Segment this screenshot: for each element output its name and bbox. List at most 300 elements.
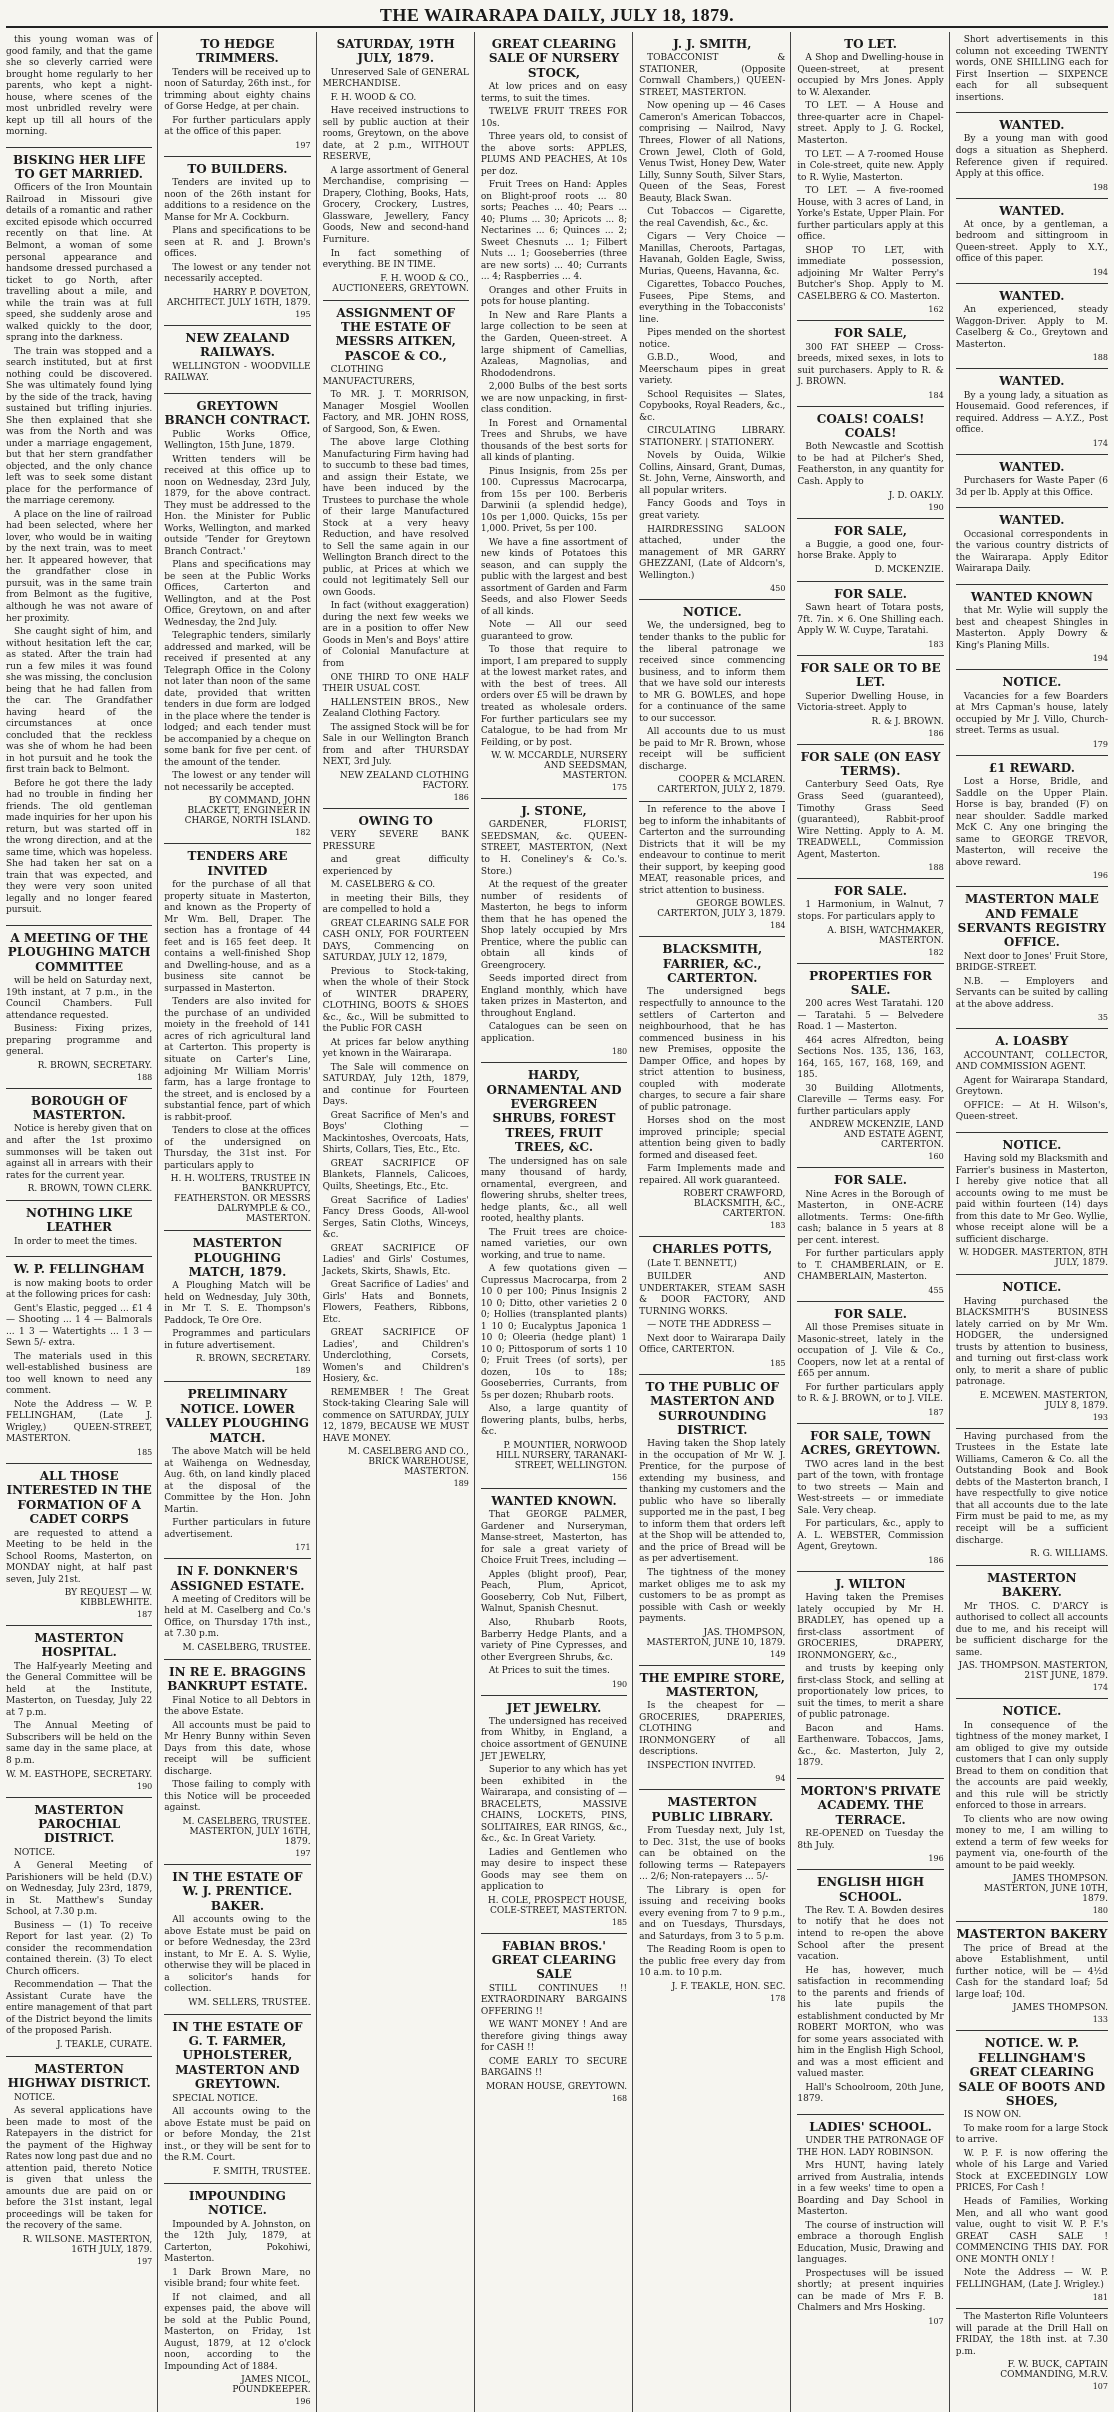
advertisement-body (164, 1696, 310, 1815)
advertisement-body (956, 606, 1108, 652)
advertisement-title: GREYTOWN BRANCH CONTRACT. (164, 398, 311, 428)
advertisement-title: FOR SALE. (834, 1173, 907, 1188)
advertisement-signature: BY REQUEST — W. KIBBLEWHITE. (64, 1588, 153, 1609)
advertisement (6, 1089, 152, 1201)
advertisement (797, 2115, 943, 2332)
advertisement-signature: JAMES THOMPSON. (1012, 2003, 1108, 2014)
advertisement-body (797, 343, 943, 389)
advertisement-number: 178 (770, 1993, 786, 2003)
advertisement-signature: J. D. OAKLY. (888, 490, 944, 501)
advertisement-title: JET JEWELRY. (506, 1700, 602, 1715)
column-1 (6, 32, 158, 2412)
advertisement-title: TENDERS ARE INVITED (187, 849, 288, 878)
advertisement-body (956, 2312, 1108, 2358)
advertisement-paragraph: At once, by a gentleman, a bedroom and sittingroom in Queen-street. Apply to X.Y., office of this paper. (955, 219, 1108, 265)
advertisement-title: £1 REWARD. (988, 760, 1075, 775)
advertisement-body (6, 1848, 152, 2038)
advertisement-paragraph: Business — (1) To receive Report for last year. (2) To consider the recommendation contained therein. (3) To elect Church officers. (6, 1920, 153, 1977)
advertisement-paragraph: For particulars, &c., apply to A. L. WEBSTER, Commission Agent, Greytown. (797, 1519, 944, 1553)
advertisement-title: WANTED. (999, 203, 1065, 218)
advertisement-title: IN RE E. BRAGGINS BANKRUPT ESTATE. (167, 1664, 308, 1694)
advertisement-paragraph: WE WANT MONEY ! And are therefore giving things away for CASH !! (480, 2020, 628, 2054)
advertisement-paragraph: TWELVE FRUIT TREES FOR 10s. (480, 107, 628, 129)
advertisement-title: FOR SALE, (834, 326, 907, 341)
advertisement-body (164, 430, 310, 795)
advertisement-paragraph: A Ploughing Match will be held on Wednesday, July 30th, in Mr T. S. E. Thompson's Paddock, Te Ore Ore. (164, 1281, 311, 1326)
advertisement (164, 394, 310, 845)
advertisement-title: COALS! COALS! COALS! (816, 411, 925, 441)
advertisement-number: 184 (928, 390, 944, 400)
advertisement-paragraph: for the purchase of all that property situate in Masterton, and known as the Property of Mr Wm. Bell, Draper. The section has a frontage of 44 feet and is 165 feet deep. It contains a well-finished Shop and Dwelling-house, and as a business site cannot be surpassed in Masterton. (164, 880, 311, 994)
advertisement-signature: R. BROWN, SECRETARY. (37, 1060, 153, 1071)
advertisement-number: 179 (1092, 739, 1108, 749)
advertisement-body (481, 1157, 627, 1439)
advertisement-signature: WM. SELLERS, TRUSTEE. (188, 1997, 311, 2008)
advertisement-title: NOTICE. (682, 605, 742, 620)
advertisement-paragraph: Catalogues can be seen on application. (480, 1022, 628, 1044)
advertisement-signature: D. MCKENZIE. (874, 564, 944, 575)
advertisement-number: 188 (137, 1072, 153, 1082)
advertisement-paragraph: and trusts by keeping only first-class Stock, and selling at proportionately low prices, to suit the times, to merit a share of public patronage. (797, 1664, 944, 1721)
advertisement-number: 149 (770, 1649, 786, 1659)
advertisement (956, 508, 1108, 584)
advertisement-paragraph: The Reading Room is open to the public free every day from 10 a.m. to 10 p.m. (639, 1945, 786, 1979)
advertisement (956, 1275, 1108, 1429)
advertisement (639, 1237, 785, 1375)
advertisement-paragraph: Mr THOS. C. D'ARCY is authorised to collect all accounts due to me, and his receipt will be sufficient discharge for the same. (955, 1601, 1108, 1658)
advertisement (164, 1865, 310, 2015)
advertisement-paragraph: N.B. — Employers and Servants can be suited by calling at the above address. (955, 976, 1108, 1010)
advertisement-paragraph: Great Sacrifice of Men's and Boys' Clothing — Mackintoshes, Overcoats, Hats, Shirts, Collars, Ties, Etc., Etc. (322, 1110, 469, 1156)
advertisement-paragraph: The Masterton Rifle Volunteers will parade at the Drill Hall on FRIDAY, the 18th inst. at 7.30 p.m. (955, 2312, 1108, 2357)
advertisement-signature: H. H. WOLTERS, TRUSTEE IN BANKRUPTCY, FEATHERSTON. OR MESSRS DALRYMPLE & CO., MASTERTON. (170, 1174, 311, 1225)
advertisement (797, 1779, 943, 1870)
advertisement-number: 180 (611, 1047, 628, 1057)
advertisement-paragraph: (Late T. BENNETT,) (647, 1258, 737, 1269)
column-6 (797, 32, 949, 2412)
advertisement-paragraph: A Shop and Dwelling-house in Queen-street, at present occupied by Mrs Jones. Apply to W. Alexander. (797, 53, 944, 98)
advertisement-paragraph: All accounts owing to the above Estate must be paid on or before Monday, the 21st inst., or they will be sent for to the R.M. Court. (164, 2107, 311, 2164)
advertisement-paragraph: Next door to Wairarapa Daily Office, CARTERTON. (639, 1333, 786, 1356)
advertisement-body (164, 178, 310, 286)
advertisement-title: FOR SALE. (834, 1306, 907, 1321)
advertisement-body (6, 183, 152, 916)
advertisement-body (639, 53, 785, 582)
advertisement (956, 2031, 1108, 2309)
advertisement-title: NOTICE. (1002, 1704, 1062, 1719)
advertisement-paragraph: Tenders will be received up to noon of Saturday, 26th inst., for trimming about eighty chains of Gorse Hedge, at per chain. (164, 67, 311, 113)
advertisement-title: PRELIMINARY NOTICE. LOWER VALLEY PLOUGHING MATCH. (165, 1387, 310, 1445)
advertisement (6, 2057, 152, 2272)
advertisement-title: J. STONE, (521, 804, 587, 819)
advertisement-title: TO HEDGE TRIMMERS. (196, 37, 279, 66)
advertisement-paragraph: Great Sacrifice of Ladies' and Girls' Hats and Bonnets, Flowers, Feathers, Ribbons, Etc. (322, 1280, 469, 1325)
advertisement-body (956, 1154, 1108, 1246)
advertisement-signature: M. CASELBERG AND CO., BRICK WAREHOUSE, MASTERTON. (347, 1447, 469, 1478)
advertisement (481, 1696, 627, 1934)
advertisement-paragraph: In reference to the above I beg to inform the inhabitants of Carterton and the surrounding Districts that it will be my endeavour to continue to merit their support, by keeping good MEAT, reasonable prices, and strict attention to business. (639, 805, 786, 896)
advertisement-title: NOTICE. (1002, 1280, 1062, 1295)
advertisement-paragraph: Both Newcastle and Scottish to be had at Pilcher's Shed, Featherston, in any quantity for Cash. Apply to (797, 442, 944, 487)
advertisement-body (956, 1602, 1108, 1660)
advertisement-paragraph: In Forest and Ornamental Trees and Shrubs, we have thousands of the best sorts for all kinds of planting. (480, 418, 628, 464)
advertisement-paragraph: For further particulars apply to R. & J. BROWN, or to J. VILE. (797, 1382, 944, 1405)
advertisement (797, 321, 943, 406)
advertisement-signature: W. W. MCCARDLE, NURSERY AND SEEDSMAN, MASTERTON. (491, 751, 628, 782)
advertisement-title: WANTED. (999, 289, 1065, 303)
advertisement-signature: ROBERT CRAWFORD, BLACKSMITH, &C., CARTERTON. (683, 1189, 786, 1220)
advertisement (956, 284, 1108, 369)
advertisement-paragraph: Vacancies for a few Boarders at Mrs Capman's house, lately occupied by Mr J. Villo, Church-street. Terms as usual. (955, 691, 1108, 737)
advertisement-title: MORTON'S PRIVATE ACADEMY. THE TERRACE. (800, 1783, 941, 1827)
advertisement-paragraph: By a young lady, a situation as Housemaid. Good references, if required. Address — A.Y.Z., Post office. (955, 390, 1108, 436)
advertisement-body (797, 1460, 943, 1554)
advertisement-title: FOR SALE. (834, 884, 907, 899)
advertisement-paragraph: Mrs HUNT, having lately arrived from Australia, intends in a few weeks' time to open a Boarding and Day School in Masterton. (797, 2161, 944, 2218)
advertisement-number: 197 (295, 140, 311, 150)
advertisement (6, 1626, 152, 1797)
advertisement-body (956, 391, 1108, 437)
advertisement-title: GREAT CLEARING SALE OF NURSERY STOCK, (488, 37, 620, 80)
advertisement-paragraph: M. CASELBERG & CO. (330, 880, 436, 891)
advertisement-body (956, 35, 1108, 104)
advertisement-paragraph: Before he got there the lady had no trouble in finding her friends. The old gentleman made inquiries for her upon his return, but was started off in the wrong direction, and at the same time, which was hopeless. She had taken her sat on a train that was expected, and they were very soon united legally and no longer feared pursuit. (6, 778, 153, 916)
advertisement (164, 32, 310, 157)
advertisement-paragraph: The materials used in this well-established business are too well known to need any comment. (6, 1351, 153, 1397)
advertisement-paragraph: Novels by Ouida, Wilkie Collins, Ainsard, Grant, Dumas, St. John, Verne, Ainsworth, and all popular writers. (639, 451, 786, 496)
advertisement-paragraph: The tightness of the money market obliges me to ask my customers to be as prompt as possible with Cash or weekly payments. (639, 1567, 786, 1625)
advertisement-title: FABIAN BROS.' GREAT CLEARING SALE (491, 1938, 617, 1982)
advertisement-title: OWING TO (358, 813, 433, 828)
advertisement (6, 1798, 152, 2057)
column-2 (164, 32, 316, 2412)
advertisement-paragraph: To MR. J. T. MORRISON, Manager Mosgiel Woollen Factory, and MR. JOHN ROSS, of Sargood, Son, & Ewen. (322, 390, 469, 435)
advertisement (797, 745, 943, 879)
advertisement (323, 809, 469, 1495)
advertisement-paragraph: Heads of Families, Working Men, and all who want good value, ought to visit W. P. F.'s GREAT CASH SALE ! COMMENCING THIS DAY. FOR ONE MONTH ONLY ! (955, 2197, 1108, 2265)
advertisement-title: FOR SALE. (834, 586, 907, 601)
advertisement-paragraph: Plans and specifications may be seen at the Public Works Offices, Carterton and Wellington, and at the Post Office, Greytown, on and after Wednesday, the 2nd July. (164, 560, 311, 628)
advertisement-title: WANTED KNOWN (970, 589, 1093, 604)
advertisement-number: 186 (928, 1555, 944, 1565)
advertisement-signature: ANDREW MCKENZIE, LAND AND ESTATE AGENT, CARTERTON. (809, 1120, 944, 1151)
advertisement-paragraph: Bacon and Hams. Earthenware. Tobaccos, Jams, &c., &c. Masterton, July 2, 1879. (797, 1723, 944, 1769)
advertisement-paragraph: Hall's Schoolroom, 20th June, 1879. (797, 2082, 944, 2105)
advertisement-body (323, 365, 469, 769)
advertisement-paragraph: TO LET. — A five-roomed House, with 3 acres of Land, in Yorke's Estate, Upper Plain. For further particulars apply at this office. (797, 186, 944, 243)
advertisement-paragraph: GREAT SACRIFICE OF Ladies', and Children's Underclothing, Corsets, Women's and Children's Hosiery, &c. (322, 1328, 469, 1385)
advertisement-paragraph: The Fruit trees are choice-named varieties, our own working, and true to name. (480, 1227, 628, 1261)
advertisement-title: MASTERTON PUBLIC LIBRARY. (651, 1795, 774, 1824)
advertisement (639, 600, 785, 802)
advertisement-title: J. WILTON (835, 1576, 906, 1591)
advertisement-title: BISKING HER LIFE TO GET MARRIED. (13, 152, 146, 182)
advertisement-title: MASTERTON HOSPITAL. (34, 1631, 124, 1660)
advertisement-title: MASTERTON BAKERY (956, 1927, 1108, 1942)
advertisement-title: FOR SALE OR TO BE LET. (800, 660, 941, 690)
advertisement-paragraph: He has, however, much satisfaction in recommending to the parents and friends of his late pupils the establishment conducted by Mr ROBERT MORTON, who was for some years associated with him in the English High School, and was a most efficient and valued master. (797, 1965, 944, 2080)
advertisement-signature: J. F. TEAKLE, HON. SEC. (671, 1981, 786, 1992)
advertisement-paragraph: INSPECTION INVITED. (647, 1760, 756, 1771)
advertisement-paragraph: Occasional correspondents in the various country districts of the Wairarapa. Apply Editor Wairarapa Daily. (955, 529, 1108, 575)
advertisement-signature: JAS. THOMPSON. MASTERTON, 21ST JUNE, 1879. (958, 1661, 1108, 1682)
advertisement-paragraph: Pinus Insignis, from 25s per 100. Cupressus Macrocarpa, from 15s per 100. Berberis Darwinii (a splendid hedge), 10s per 1,000. Quicks, 15s per 1,000. Privet, 5s per 100. (480, 466, 628, 535)
advertisement (164, 1231, 310, 1382)
advertisement-paragraph: and great difficulty experienced by (322, 855, 469, 877)
advertisement-paragraph: We, the undersigned, beg to tender thanks to the public for the liberal patronage we received since commencing business, and to inform them that we have sold our interests to MR G. BOWLES, and hope for a continuance of the same to our successor. (639, 621, 786, 724)
advertisement (639, 802, 785, 937)
advertisement-body (956, 1051, 1108, 1124)
advertisement-paragraph: HAIRDRESSING SALOON attached, under the management of MR GARRY GHEZZANI, (Late of Aldcorn's, Wellington.) (639, 524, 786, 581)
advertisement-paragraph: All accounts due to us must be paid to Mr R. Brown, whose receipt will be sufficient discharge. (639, 727, 786, 772)
advertisement-signature: M. CASELBERG, TRUSTEE. MASTERTON, JULY 16TH, 1879. (182, 1816, 311, 1847)
advertisement-title: NEW ZEALAND RAILWAYS. (185, 330, 290, 360)
advertisement-number: 107 (1092, 2382, 1108, 2392)
advertisement-number: 35 (1097, 1013, 1108, 1023)
advertisement (797, 32, 943, 321)
advertisement-body (481, 1717, 627, 1894)
advertisement (6, 148, 152, 926)
advertisement-body (797, 1593, 943, 1770)
advertisement-paragraph: All those Premises situate in Masonic-street, lately in the occupation of J. Vile & Co., Coopers, now let at a rental of £65 per annum. (797, 1323, 944, 1380)
advertisement-paragraph: The above large Clothing Manufacturing Firm having had to succumb to these bad times, and assign their Estate, we have been induced by the Trustees to purchase the whole of their large Manufactured Stock at a very heavy Reduction, and have resolved to Sell the same again in our Wellington Branch direct to the public, at Prices at which we could not legitimately Sell our own Goods. (322, 438, 469, 598)
advertisement-body (797, 2136, 943, 2315)
advertisement-number: 107 (928, 2316, 944, 2326)
advertisement-paragraph: The Sale will commence on SATURDAY, July 12th, 1879, and continue for Fourteen Days. (322, 1062, 469, 1108)
advertisement-paragraph: G.B.D., Wood, and Meerschaum pipes in great variety. (639, 353, 786, 387)
advertisement-signature: H. COLE, PROSPECT HOUSE, COLE-STREET, MASTERTON. (487, 1895, 628, 1916)
advertisement-title: NOTICE. (1002, 1137, 1062, 1152)
advertisement-title: NOTHING LIKE LEATHER (25, 1206, 133, 1235)
advertisement-paragraph: VERY SEVERE BANK PRESSURE (322, 830, 469, 852)
advertisement-paragraph: The assigned Stock will be for Sale in our Wellington Branch from and after THURSDAY NEXT, 3rd July. (322, 722, 469, 768)
advertisement-body (6, 1662, 152, 1768)
advertisement-paragraph: Having purchased the BLACKSMITH'S BUSINESS lately carried on by Mr Wm. HODGER, the undersigned trusts by attention to business, and turning out first-class work only, to merit a share of public patronage. (955, 1296, 1108, 1388)
advertisement-paragraph: ACCOUNTANT, COLLECTOR, AND COMMISSION AGENT. (955, 1050, 1108, 1073)
advertisement (481, 1934, 627, 2109)
advertisement (323, 32, 469, 301)
advertisement-paragraph: To those that require to import, I am prepared to supply at the lowest market rates, and with the best of trees. All orders over £5 will be drawn by treated as wholesale orders. For further particulars see my Catalogue, to be had from Mr Feilding, or by post. (480, 645, 628, 748)
advertisement-signature: R. BROWN, SECRETARY. (195, 1354, 311, 1365)
advertisement-paragraph: UNDER THE PATRONAGE OF THE HON. LADY ROBINSON. (797, 2136, 944, 2158)
advertisement-signature: MORAN HOUSE, GREYTOWN. (485, 2081, 628, 2092)
advertisement (639, 937, 785, 1237)
advertisement (797, 879, 943, 963)
advertisement (956, 32, 1108, 113)
advertisement-paragraph: From Tuesday next, July 1st, to Dec. 31st, the use of books can be obtained on the following terms — Ratepayers ... 2/6; Non-ratepayers ... 5/- (639, 1826, 786, 1883)
advertisement-paragraph: Recommendation — That the Assistant Curate have the entire management of that part of the District beyond the limits of the proposed Parish. (6, 1980, 153, 2037)
advertisement-body (323, 68, 469, 272)
advertisement-title: ASSIGNMENT OF THE ESTATE OF MESSRS AITKEN, PASCOE & CO., (335, 305, 456, 363)
advertisement-paragraph: Superior Dwelling House, in Victoria-street. Apply to (797, 691, 944, 714)
advertisement-body (956, 1297, 1108, 1389)
advertisement (956, 670, 1108, 755)
advertisement-number: 162 (928, 305, 944, 315)
advertisement-paragraph: 300 FAT SHEEP — Cross-breeds, mixed sexes, in lots to suit purchasers. Apply to R. & J. BROWN. (797, 342, 944, 388)
advertisement-title: LADIES' SCHOOL. (809, 2119, 932, 2134)
advertisement-paragraph: TOBACCONIST & STATIONER, (Opposite Cornwall Chambers,) QUEEN-STREET, MASTERTON. (639, 53, 786, 98)
advertisement-paragraph: The course of instruction will embrace a thorough English Education, Music, Drawing and languages. (797, 2220, 944, 2266)
advertisement-paragraph: HALLENSTEIN BROS., New Zealand Clothing Factory. (322, 697, 469, 720)
advertisement-title: CHARLES POTTS, (652, 1242, 773, 1257)
advertisement (956, 2309, 1108, 2397)
advertisement-paragraph: The undersigned has on sale many thousand of hardy, ornamental, evergreen, and flowering shrubs, shelter trees, hedge plants, &c., all well rooted, healthy plants. (480, 1156, 628, 1225)
advertisement-paragraph: At Prices to suit the times. (488, 1666, 610, 1677)
advertisement-paragraph: Farm Implements made and repaired. All work guaranteed. (639, 1164, 786, 1186)
advertisement (639, 1666, 785, 1791)
advertisement (797, 519, 943, 582)
advertisement (956, 1699, 1108, 1922)
advertisement-number: 198 (1092, 182, 1108, 192)
advertisement-signature: F. H. WOOD & CO., AUCTIONEERS, GREYTOWN. (332, 273, 469, 294)
advertisement-number: 156 (611, 1472, 628, 1482)
advertisement-number: 184 (770, 921, 786, 931)
advertisement-paragraph: The Library is open for issuing and receiving books every evening from 7 to 9 p.m., and on Tuesdays, Thursdays, and Saturdays, from 3 to 5 p.m. (639, 1885, 786, 1942)
advertisement-body (164, 2094, 310, 2165)
advertisement-body (956, 134, 1108, 180)
advertisement-paragraph: A place on the line of railroad had been selected, where her lover, who would be in waiting by the next train, was to meet her. It appeared however, that the grandfather close in pursuit, was in the same train from Belmont as the fugitive, although he was not aware of her proximity. (6, 509, 153, 624)
advertisement (481, 1489, 627, 1696)
column-5 (639, 32, 791, 2412)
advertisement-paragraph: In consequence of the tightness of the money market, I am obliged to give my outside customers that I can only supply Bread to them on condition that the accounts are paid weekly, and this rule will be strictly enforced to those in arrears. (955, 1720, 1108, 1812)
advertisement-body (639, 621, 785, 773)
advertisement-signature: HARRY P. DOVETON, ARCHITECT. JULY 16TH, 1879. (166, 287, 311, 308)
advertisement-paragraph: Final Notice to all Debtors in the above Estate. (164, 1695, 311, 1718)
advertisement-title: WANTED KNOWN. (491, 1493, 617, 1508)
advertisement-signature: R. BROWN, TOWN CLERK. (27, 1184, 153, 1195)
advertisement-title: IN F. DONKNER'S ASSIGNED ESTATE. (170, 1564, 305, 1593)
advertisement-paragraph: Fancy Goods and Toys in great variety. (639, 499, 786, 521)
advertisement-body (6, 1124, 152, 1182)
advertisement-title: FOR SALE, (834, 523, 907, 538)
advertisement-body (481, 1984, 627, 2080)
advertisement-paragraph: A meeting of Creditors will be held at M. Caselberg and Co.'s Office, on Thursday 17th inst., at 7.30 p.m. (164, 1594, 311, 1640)
advertisement (639, 1375, 785, 1666)
advertisement-title: WANTED. (999, 513, 1065, 528)
advertisement-paragraph: Fruit Trees on Hand: Apples on Blight-proof roots ... 80 sorts; Peaches ... 40; Pears ... 40; Plums ... 30; Apricots ... 8; Nectarines ... 6; Quinces ... 2; Sweet Chesnuts ... 1; Filbert Nuts ... 1; Gooseberries (three are new sorts) ... 40; Currants ... 4; Raspberries ... 4. (480, 180, 628, 283)
advertisement-body (956, 1944, 1108, 2002)
advertisement-number: 133 (1092, 2015, 1108, 2025)
advertisement-number: 94 (775, 1774, 786, 1784)
advertisement-paragraph: All accounts owing to the above Estate must be paid on or before Wednesday, the 23rd instant, to Mr E. A. S. Wylie, otherwise they will be placed in a solicitor's hands for collection. (164, 1915, 311, 1995)
advertisement-body (956, 305, 1108, 351)
advertisement-paragraph: Plans and specifications to be seen at R. and J. Brown's offices. (164, 226, 311, 260)
advertisement-paragraph: SPECIAL NOTICE. (172, 2093, 258, 2104)
advertisement-paragraph: 2,000 Bulbs of the best sorts we are now unpacking, in first-class condition. (480, 382, 628, 416)
advertisement-paragraph: For further particulars apply to T. CHAMBERLAIN, or E. CHAMBERLAIN, Masterton. (797, 1249, 944, 1283)
advertisement-body (956, 530, 1108, 576)
advertisement-title: TO LET. (844, 37, 897, 51)
advertisement-signature: W. HODGER. MASTERTON, 8TH JULY, 1879. (958, 1248, 1108, 1269)
advertisement (6, 32, 152, 148)
advertisement-paragraph: this young woman was of good family, and that the game she so cleverly carried were brought home regularly to her parents, who kept a night-house, where scenes of the most unbridled revelry were kept up till all hours of the morning. (6, 35, 153, 138)
advertisement (6, 1464, 152, 1626)
advertisement-number: 186 (928, 728, 944, 738)
advertisement-paragraph: GREAT SACRIFICE OF Blankets, Flannels, Calicoes, Quilts, Sheetings, Etc., Etc. (322, 1158, 469, 1192)
advertisement (797, 656, 943, 745)
advertisement-paragraph: An experienced, steady Waggon-Driver. Apply to M. Caselberg & Co., Greytown and Masterton. (955, 305, 1108, 350)
advertisement-paragraph: Public Works Office, Wellington, 15th June, 1879. (164, 429, 311, 452)
advertisement-number: 185 (611, 1917, 628, 1927)
advertisement-paragraph: Cigarettes, Tobacco Pouches, Fusees, Pipe Stems, and everything in the Tobacconists' line. (639, 280, 786, 325)
advertisement-paragraph: 200 acres West Taratahi. 120 — Taratahi. 5 — Belvedere Road. 1 — Masterton. (797, 999, 944, 1033)
advertisement-number: 182 (928, 947, 944, 957)
advertisement-body (6, 976, 152, 1059)
advertisement-paragraph: GREAT CLEARING SALE FOR CASH ONLY, FOR FOURTEEN DAYS, Commencing on SATURDAY, JULY 12, 1879, (322, 918, 469, 964)
advertisement-paragraph: At the request of the greater number of residents of Masterton, he begs to inform them that he has opened the Shop lately occupied by Mrs Prentice, where the public can obtain all kinds of Greengrocery. (480, 880, 628, 971)
advertisement (956, 199, 1108, 284)
advertisement-paragraph: A few quotations given — Cupressus Macrocarpa, from 2 10 0 per 100; Pinus Insignis 2 10 0; Ditto, other varieties 2 0 0; Hollies (transplanted plants) 1 10 0; Eucalyptus Japonica 1 10 0; Oleeria (hedge plant) 1 10 0; Pittosporum of sorts 1 10 0; Fruit Trees (of sorts), per dozen, 10s to 18s; Gooseberries, Currants, from 5s per dozen; Rhubarb roots. (480, 1264, 628, 1401)
advertisement-body (639, 1826, 785, 1980)
advertisement-paragraph: Apples (blight proof), Pear, Peach, Plum, Apricot, Gooseberry, Cob Nut, Filbert, Walnut, Spanish Chesnut. (480, 1569, 628, 1615)
advertisement (164, 1559, 310, 1660)
advertisement-body (639, 1439, 785, 1625)
advertisement (797, 1424, 943, 1572)
advertisement-paragraph: TO LET. — A House and three-quarter acre in Chapel-street. Apply to J. G. Rockel, Masterton. (797, 101, 944, 146)
advertisement-body (164, 1281, 310, 1352)
advertisement-body (164, 2220, 310, 2374)
advertisement-body (164, 362, 310, 385)
advertisement-paragraph: RE-OPENED on Tuesday the 8th July. (797, 1829, 944, 1851)
advertisement-title: MASTERTON BAKERY. (987, 1571, 1077, 1600)
advertisement (956, 113, 1108, 198)
advertisement-body (797, 692, 943, 715)
advertisement-body (956, 692, 1108, 738)
advertisement-paragraph: 30 Building Allotments, Clareville — Terms easy. For further particulars apply (797, 1083, 944, 1117)
advertisement-signature: E. MCEWEN. MASTERTON, JULY 8, 1879. (979, 1390, 1108, 1411)
advertisement-title: TO BUILDERS. (187, 161, 288, 176)
advertisement (956, 1922, 1108, 2031)
advertisement-title: IN THE ESTATE OF W. J. PRENTICE. BAKER. (172, 1869, 303, 1913)
advertisement-number: 183 (770, 1221, 786, 1231)
advertisement-title: A MEETING OF THE PLOUGHING MATCH COMMITTEE (7, 930, 151, 974)
advertisement-paragraph: will be held on Saturday next, 19th instant, at 7 p.m., in the Council Chambers. Full attendance requested. (6, 976, 153, 1021)
column-3 (323, 32, 475, 2412)
advertisement-paragraph: Oranges and other Fruits in pots for house planting. (480, 285, 628, 308)
advertisement-body (797, 540, 943, 563)
advertisement-paragraph: At low prices and on easy terms, to suit the times. (480, 82, 628, 104)
advertisement-body (956, 476, 1108, 499)
advertisement-paragraph: As several applications have been made to most of the Ratepayers in the district for the payment of the Highway Rates now long past due and no attention paid, thereto Notice is given that unless the amounts due are paid on or before the 31st instant, legal proceedings will be taken for the recovery of the same. (6, 2106, 153, 2232)
advertisement (797, 582, 943, 656)
advertisement-paragraph: Canterbury Seed Oats, Rye Grass Seed (guaranteed), Timothy Grass Seed (guaranteed), Rabbit-proof Wire Netting. Apply to A. M. TREADWELL, Commission Agent, Masterton. (797, 780, 944, 860)
advertisement-paragraph: The Rev. T. A. Bowden desires to notify that he does not intend to re-open the above School after the present vacation. (797, 1905, 944, 1963)
advertisement-paragraph: Written tenders will be received at this office up to noon on Wednesday, 23rd July, 1879, for the above contract. They must be addressed to the Hon. the Minister for Public Works, Wellington, and marked outside 'Tender for Greytown Branch Contract.' (164, 454, 311, 557)
advertisement (481, 799, 627, 1063)
advertisement-title: ALL THOSE INTERESTED IN THE FORMATION OF A CADET CORPS (6, 1468, 152, 1527)
advertisement (797, 1870, 943, 2115)
advertisement (164, 1660, 310, 1865)
advertisement-paragraph: Having taken the Shop lately in the occupation of Mr W. J. Prentice, for the purpose of extending my business, and thanking my customers and the public who have so liberally supported me in the past, I beg to inform them that orders left at the Shop will be attended to, and the price of Bread will be as per advertisement. (639, 1439, 786, 1565)
advertisement-paragraph: The train was stopped and a search instituted, but at first nothing could be discovered. She was ultimately found lying by the side of the track, having sustained but trifling injuries. She then explained that she was from the North and was under a marriage engagement, but that her stern grandfather objected, and the only chance left was to seek some distant place for the performance of the marriage ceremony. (6, 346, 153, 507)
advertisement-body (797, 1323, 943, 1406)
column-7 (956, 32, 1108, 2412)
advertisement-signature: J. TEAKLE, CURATE. (56, 2039, 153, 2050)
advertisement-number: 197 (137, 2256, 153, 2266)
advertisement (6, 1201, 152, 1257)
advertisement-paragraph: Great Sacrifice of Ladies' Fancy Dress Goods, All-wool Serges, Satin Cloths, Winceys, &c. (322, 1195, 469, 1241)
advertisement (481, 1063, 627, 1489)
advertisement-title: SATURDAY, 19TH JULY, 1879. (336, 37, 455, 66)
advertisement (956, 756, 1108, 888)
advertisement-paragraph: Notice is hereby given that on and after the 1st proximo summonses will be taken out against all in arrears with their rates for the current year. (6, 1124, 153, 1181)
advertisement-title: FOR SALE (ON EASY TERMS). (800, 749, 941, 779)
advertisement-paragraph: She caught sight of him, and without hesitation left the car, as stated. After the train had run a few miles it was found she was missing, the conclusion being that he had fallen from the car. The Grandfather having heard of the circumstances at once concluded that the reckless was she of whom he had been in hot pursuit and he took the first train back to Belmont. (6, 627, 153, 776)
advertisement-title: BLACKSMITH, FARRIER, &C., CARTERTON. (662, 942, 763, 986)
advertisement-paragraph: — NOTE THE ADDRESS — (647, 1320, 772, 1331)
advertisement-number: 188 (928, 863, 944, 873)
advertisement-body (481, 82, 627, 749)
